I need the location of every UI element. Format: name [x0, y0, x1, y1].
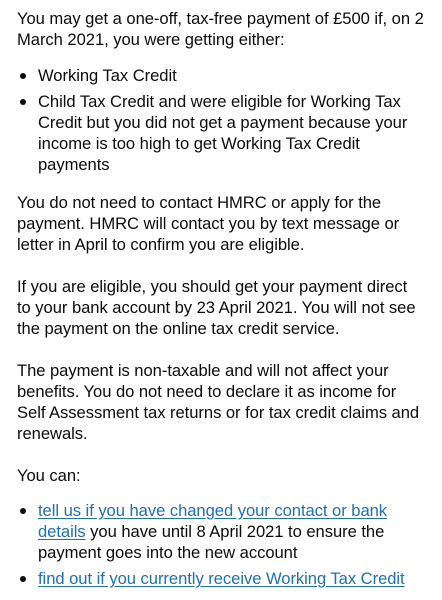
tell-us-deadline-text: you have until 8 April 2021 to ensure the payment goes into the new account [38, 522, 385, 562]
action-item-tell-us [17, 500, 425, 563]
non-taxable-paragraph: The payment is non-taxable and will not affect your benefits. You do not need to declare it as income for Self Assessment tax returns or for tax credit claims and renewals. [17, 361, 420, 443]
find-out-working-tax-credit-link[interactable]: find out if you currently receive Working Tax Credit [38, 569, 405, 588]
action-item-find-out [17, 568, 425, 589]
actions-list [17, 500, 425, 589]
you-can-paragraph: You can: [17, 466, 81, 485]
no-contact-paragraph: You do not need to contact HMRC or apply for the payment. HMRC will contact you by text message or letter in April to confirm you are eligible. [17, 193, 400, 254]
intro-paragraph: You may get a one-off, tax-free payment of £500 if, on 2 March 2021, you were getting either: [17, 9, 424, 49]
eligibility-item-working-tax-credit: Working Tax Credit [17, 65, 425, 86]
tell-us-changed-details-link[interactable]: tell us if you have changed your contact or bank details [38, 501, 388, 541]
eligibility-list [17, 65, 425, 175]
payment-direct-paragraph: If you are eligible, you should get your payment direct to your bank account by 23 April 2021. You will not see the payment on the online tax credit service. [17, 277, 416, 338]
eligibility-item-child-tax-credit: Child Tax Credit and were eligible for Working Tax Credit but you did not get a payment because your income is too high to get Working Tax Credit payments [17, 91, 425, 175]
